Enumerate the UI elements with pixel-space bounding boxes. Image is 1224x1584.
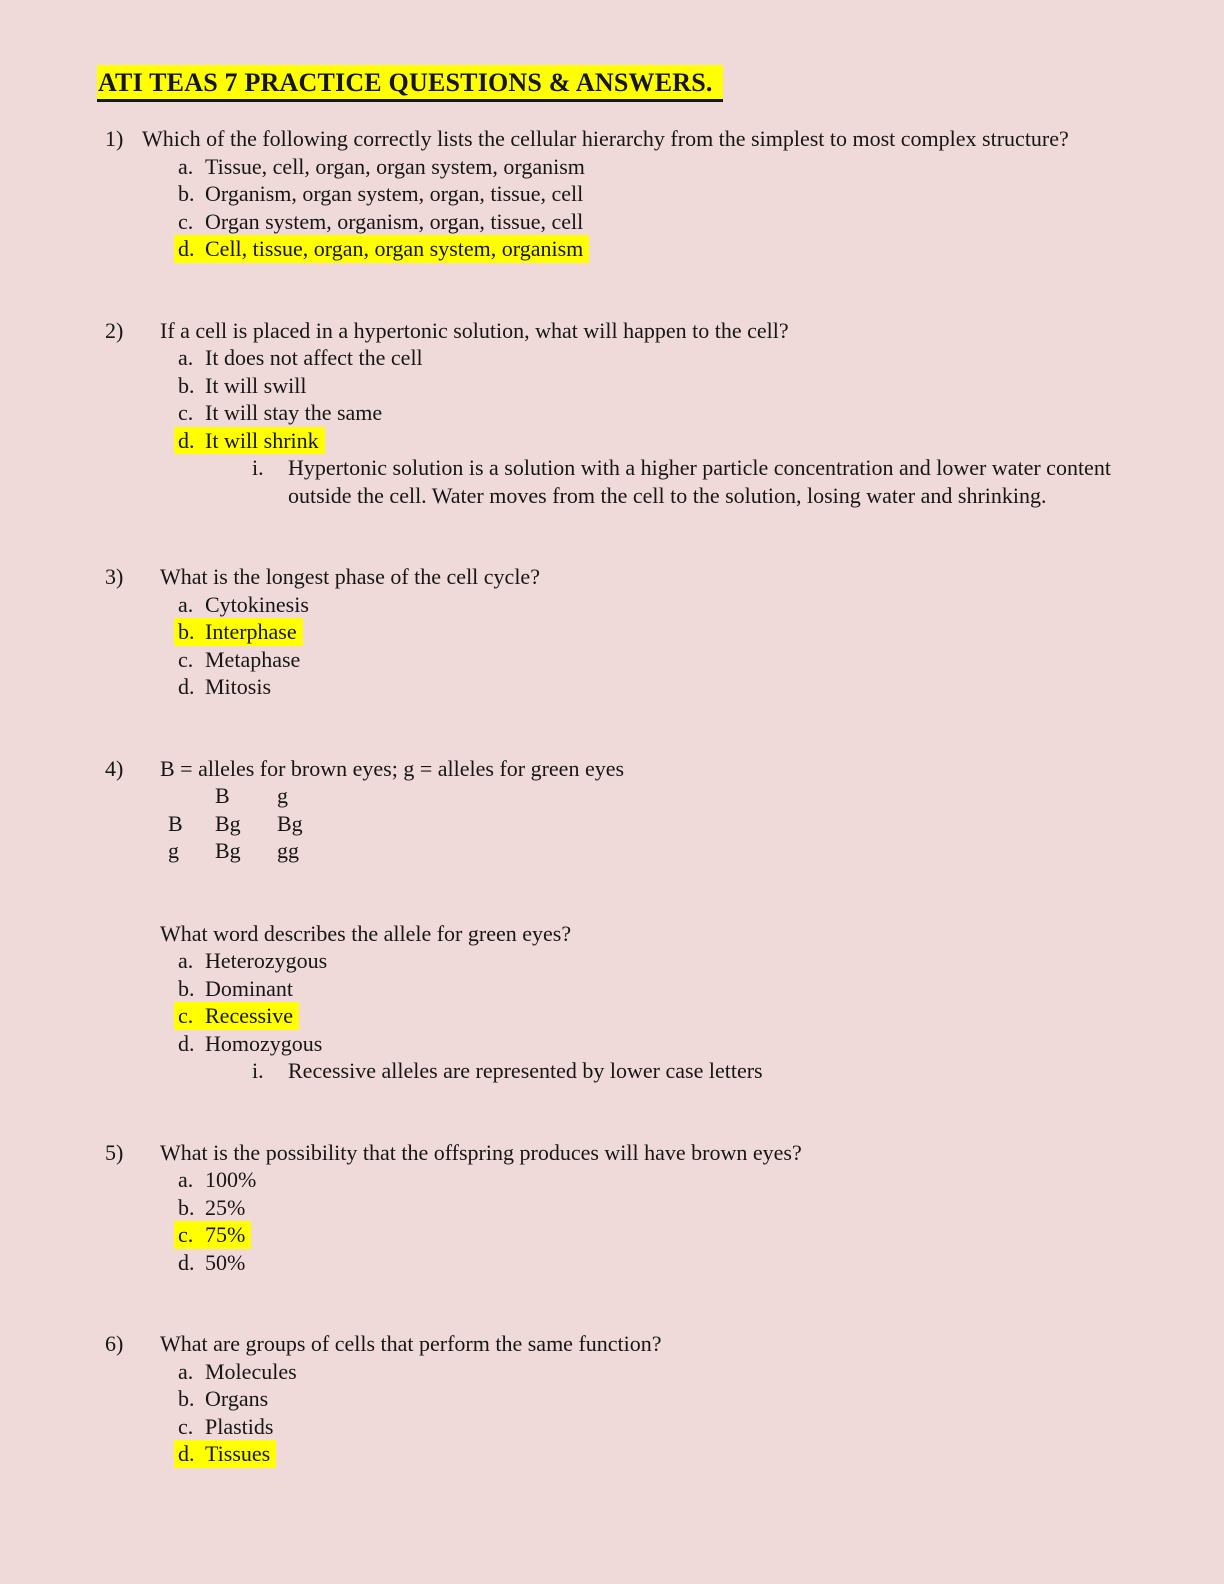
punnett-cell: gg	[277, 838, 299, 863]
option-content	[178, 1166, 256, 1194]
option-letter: d.	[178, 427, 195, 453]
option-content-highlighted	[174, 1221, 251, 1249]
option-text: Tissues	[205, 1441, 271, 1466]
option-row	[178, 1358, 1128, 1386]
option-text: Metaphase	[205, 646, 301, 672]
option-letter: d.	[178, 236, 195, 261]
question-number: 3)	[105, 564, 124, 589]
option-text: Heterozygous	[205, 948, 328, 973]
option-content	[178, 180, 583, 208]
answer-note	[252, 454, 1128, 509]
option-content-highlighted	[174, 618, 303, 646]
option-content	[178, 975, 293, 1003]
option-letter: a.	[178, 948, 194, 973]
option-text: Cell, tissue, organ, organ system, organism	[205, 236, 584, 261]
punnett-row-label: B	[168, 810, 183, 836]
option-row	[178, 646, 1128, 674]
option-row	[178, 1413, 1128, 1441]
option-text: Organ system, organism, organ, tissue, cell	[205, 208, 584, 234]
option-row	[178, 1385, 1128, 1413]
punnett-header-cell: B	[215, 783, 230, 808]
punnett-row-label: g	[168, 838, 179, 863]
option-content	[178, 591, 309, 619]
option-row	[178, 1440, 1128, 1468]
option-content	[178, 1413, 273, 1441]
option-content	[178, 1249, 245, 1277]
option-text: 75%	[205, 1222, 246, 1247]
option-row	[178, 618, 1128, 646]
punnett-cell: Bg	[277, 810, 303, 836]
question-text: If a cell is placed in a hypertonic solution, what will happen to the cell?	[160, 317, 789, 343]
option-letter: c.	[178, 1222, 194, 1247]
option-text: It will shrink	[205, 427, 319, 453]
option-row	[178, 1166, 1128, 1194]
option-letter: c.	[178, 646, 194, 672]
option-content	[178, 153, 585, 181]
option-row	[178, 1030, 1128, 1058]
option-letter: d.	[178, 1441, 195, 1466]
option-row	[178, 208, 1128, 236]
option-row	[178, 1194, 1128, 1222]
option-row	[178, 180, 1128, 208]
question-line	[105, 317, 1128, 345]
option-letter: b.	[178, 1194, 195, 1220]
option-letter: d.	[178, 1249, 195, 1275]
option-content	[178, 372, 306, 400]
answer-note	[252, 1057, 1128, 1085]
option-text: Mitosis	[205, 674, 272, 699]
question-text: What is the possibility that the offspring produces will have brown eyes?	[160, 1139, 802, 1165]
question-block	[105, 1330, 1128, 1468]
question-block	[105, 1139, 1128, 1277]
options-list	[178, 947, 1128, 1057]
option-text: 100%	[205, 1167, 257, 1192]
question-block	[105, 317, 1128, 510]
option-content	[178, 344, 423, 372]
option-row	[178, 235, 1128, 263]
option-row	[178, 399, 1128, 427]
option-content	[178, 646, 300, 674]
option-row	[178, 1002, 1128, 1030]
option-letter: c.	[178, 400, 194, 425]
option-row	[178, 427, 1128, 455]
option-text: Molecules	[205, 1358, 297, 1384]
page-title	[97, 70, 1128, 96]
question-block	[105, 563, 1128, 701]
option-content	[178, 208, 583, 236]
option-letter: a.	[178, 153, 194, 179]
question-number: 1)	[105, 126, 124, 151]
options-list	[178, 591, 1128, 701]
option-content-highlighted	[174, 235, 589, 263]
option-content-highlighted	[174, 1440, 276, 1468]
option-text: 50%	[205, 1249, 246, 1275]
options-list	[178, 1358, 1128, 1468]
option-letter: c.	[178, 1003, 194, 1028]
option-content-highlighted	[174, 1002, 299, 1030]
option-row	[178, 344, 1128, 372]
question-block	[105, 125, 1128, 263]
page-title-text: ATI TEAS 7 PRACTICE QUESTIONS & ANSWERS.	[97, 65, 723, 102]
options-list	[178, 153, 1128, 263]
option-text: Plastids	[205, 1413, 274, 1439]
question-text: What are groups of cells that perform the same function?	[160, 1331, 662, 1356]
question-text: B = alleles for brown eyes; g = alleles for green eyes	[160, 755, 625, 781]
question-number: 2)	[105, 317, 124, 343]
question-line	[105, 125, 1128, 153]
option-letter: b.	[178, 181, 195, 206]
option-content	[178, 1385, 268, 1413]
option-text: Recessive	[205, 1003, 293, 1028]
option-letter: d.	[178, 674, 195, 699]
question-text: What is the longest phase of the cell cycle?	[160, 564, 540, 589]
question-block	[105, 755, 1128, 1085]
question-number: 6)	[105, 1331, 124, 1356]
option-content	[178, 947, 327, 975]
options-list	[178, 344, 1128, 454]
option-letter: c.	[178, 1413, 194, 1439]
option-content	[178, 673, 271, 701]
option-text: Dominant	[205, 975, 293, 1001]
option-text: Homozygous	[205, 1030, 323, 1056]
note-marker: i.	[252, 455, 264, 480]
option-text: It will swill	[205, 372, 307, 398]
option-row	[178, 153, 1128, 181]
option-text: Organs	[205, 1386, 269, 1411]
option-letter: a.	[178, 345, 194, 370]
punnett-square	[168, 782, 303, 865]
option-text: Interphase	[205, 619, 297, 644]
punnett-header-cell: g	[277, 783, 288, 808]
punnett-corner-cell	[168, 782, 215, 810]
option-text: It will stay the same	[205, 400, 383, 425]
question-line	[105, 1139, 1128, 1167]
option-content	[178, 1030, 322, 1058]
note-text: Recessive alleles are represented by lower case letters	[288, 1058, 763, 1083]
option-content	[178, 1358, 297, 1386]
option-content	[178, 399, 382, 427]
option-letter: d.	[178, 1030, 195, 1056]
question-line	[105, 563, 1128, 591]
option-row	[178, 947, 1128, 975]
option-letter: b.	[178, 1386, 195, 1411]
option-text: Tissue, cell, organ, organ system, organism	[205, 153, 585, 179]
question-number: 5)	[105, 1139, 124, 1165]
punnett-cell: Bg	[215, 838, 241, 863]
option-letter: a.	[178, 591, 194, 617]
option-text: Cytokinesis	[205, 591, 309, 617]
option-text: 25%	[205, 1194, 246, 1220]
note-marker: i.	[252, 1058, 264, 1083]
option-letter: b.	[178, 619, 195, 644]
option-letter: a.	[178, 1358, 194, 1384]
options-list	[178, 1166, 1128, 1276]
note-text: Hypertonic solution is a solution with a higher particle concentration and lower water content outside the cell. Water moves from the cell to the solution, losing water and shrinking.	[288, 455, 1111, 508]
option-letter: c.	[178, 208, 194, 234]
question-text: Which of the following correctly lists the cellular hierarchy from the simplest to most complex structure?	[142, 126, 1069, 151]
punnett-cell: Bg	[215, 810, 241, 836]
option-text: Organism, organ system, organ, tissue, cell	[205, 181, 584, 206]
question-number: 4)	[105, 755, 124, 781]
question-line	[105, 1330, 1128, 1358]
option-row	[178, 975, 1128, 1003]
option-row	[178, 591, 1128, 619]
option-row	[178, 1221, 1128, 1249]
option-letter: b.	[178, 372, 195, 398]
sub-question-text: What word describes the allele for green eyes?	[160, 920, 572, 946]
option-row	[178, 673, 1128, 701]
option-letter: a.	[178, 1167, 194, 1192]
option-text: It does not affect the cell	[205, 345, 423, 370]
option-content	[178, 1194, 245, 1222]
option-row	[178, 1249, 1128, 1277]
option-row	[178, 372, 1128, 400]
question-line	[105, 755, 1128, 783]
option-content-highlighted	[174, 427, 325, 455]
option-letter: b.	[178, 975, 195, 1001]
questions-list	[97, 125, 1128, 1468]
